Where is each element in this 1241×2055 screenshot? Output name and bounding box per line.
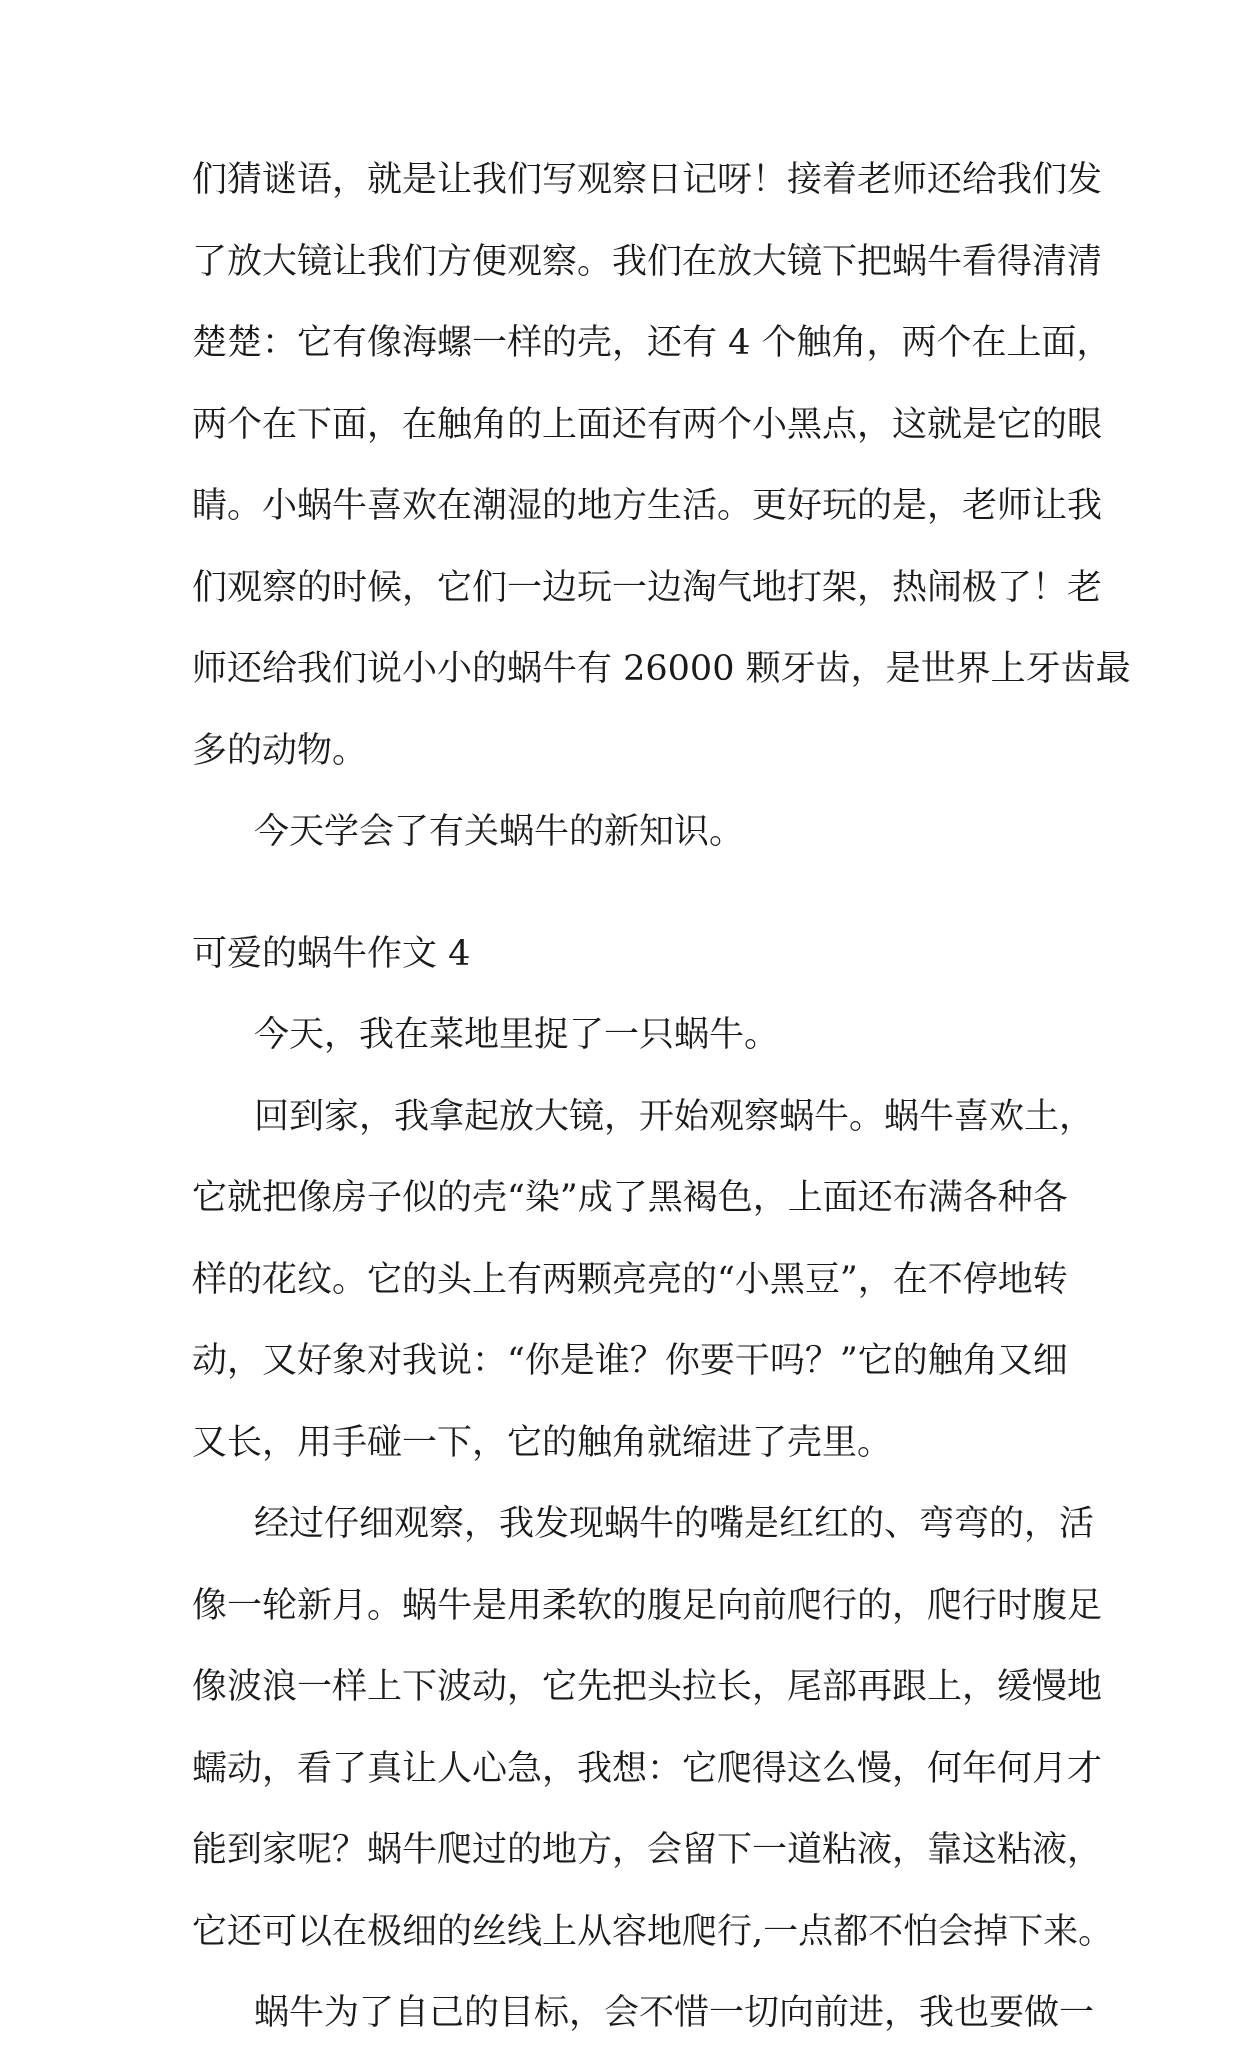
text-line: 两个在下面，在触角的上面还有两个小黑点，这就是它的眼 xyxy=(192,404,1103,445)
text-line: 们猜谜语，就是让我们写观察日记呀！接着老师还给我们发 xyxy=(192,160,1103,200)
text-line: 蠕动，看了真让人心急，我想：它爬得这么慢，何年何月才 xyxy=(192,1748,1103,1789)
text-line: 又长，用手碰一下，它的触角就缩进了壳里。 xyxy=(192,1422,893,1463)
text-line: 像波浪一样上下波动，它先把头拉长，尾部再跟上，缓慢地 xyxy=(192,1667,1103,1707)
section-gap xyxy=(192,874,1062,914)
text-line: 今天，我在菜地里捉了一只蜗牛。 xyxy=(254,1015,780,1055)
document-page xyxy=(192,140,1131,2055)
essay-title: 可爱的蜗牛作文 4 xyxy=(192,933,471,974)
paragraph-continued xyxy=(192,140,1131,792)
text-line: 楚楚：它有像海螺一样的壳，还有 4 个触角，两个在上面， xyxy=(192,323,1112,363)
text-line: 睛。小蜗牛喜欢在潮湿的地方生活。更好玩的是，老师让我 xyxy=(192,486,1103,526)
text-line: 样的花纹。它的头上有两颗亮亮的“小黑豆”，在不停地转 xyxy=(192,1259,1068,1300)
text-line: 它就把像房子似的壳“染”成了黑褐色，上面还布满各种各 xyxy=(192,1178,1068,1218)
text-line: 像一轮新月。蜗牛是用柔软的腹足向前爬行的，爬行时腹足 xyxy=(192,1585,1103,1626)
text-line: 它还可以在极细的丝线上从容地爬行,一点都不怕会掉下来。 xyxy=(192,1911,1114,1952)
paragraph-2 xyxy=(192,1077,1095,1485)
text-line: 动，又好象对我说：“你是谁？你要干吗？”它的触角又细 xyxy=(192,1341,1068,1381)
text-line: 蜗牛为了自己的目标，会不惜一切向前进，我也要做一 xyxy=(254,1993,1095,2033)
text-line: 回到家，我拿起放大镜，开始观察蜗牛。蜗牛喜欢土， xyxy=(254,1096,1095,1137)
text-line: 能到家呢？蜗牛爬过的地方，会留下一道粘液，靠这粘液， xyxy=(192,1830,1103,1870)
paragraph-4 xyxy=(192,1973,1095,2055)
text-line: 们观察的时候，它们一边玩一边淘气地打架，热闹极了！老 xyxy=(192,567,1103,608)
text-line: 经过仔细观察，我发现蜗牛的嘴是红红的、弯弯的，活 xyxy=(254,1504,1095,1544)
paragraph-closing xyxy=(192,792,1062,874)
text-line: 多的动物。 xyxy=(192,730,368,771)
paragraph-1 xyxy=(192,995,1062,1077)
text-line: 了放大镜让我们方便观察。我们在放大镜下把蜗牛看得清清 xyxy=(192,241,1103,282)
text-line: 师还给我们说小小的蜗牛有 26000 颗牙齿，是世界上牙齿最 xyxy=(192,649,1131,689)
paragraph-3 xyxy=(192,1484,1114,1973)
text-line: 今天学会了有关蜗牛的新知识。 xyxy=(254,812,745,852)
